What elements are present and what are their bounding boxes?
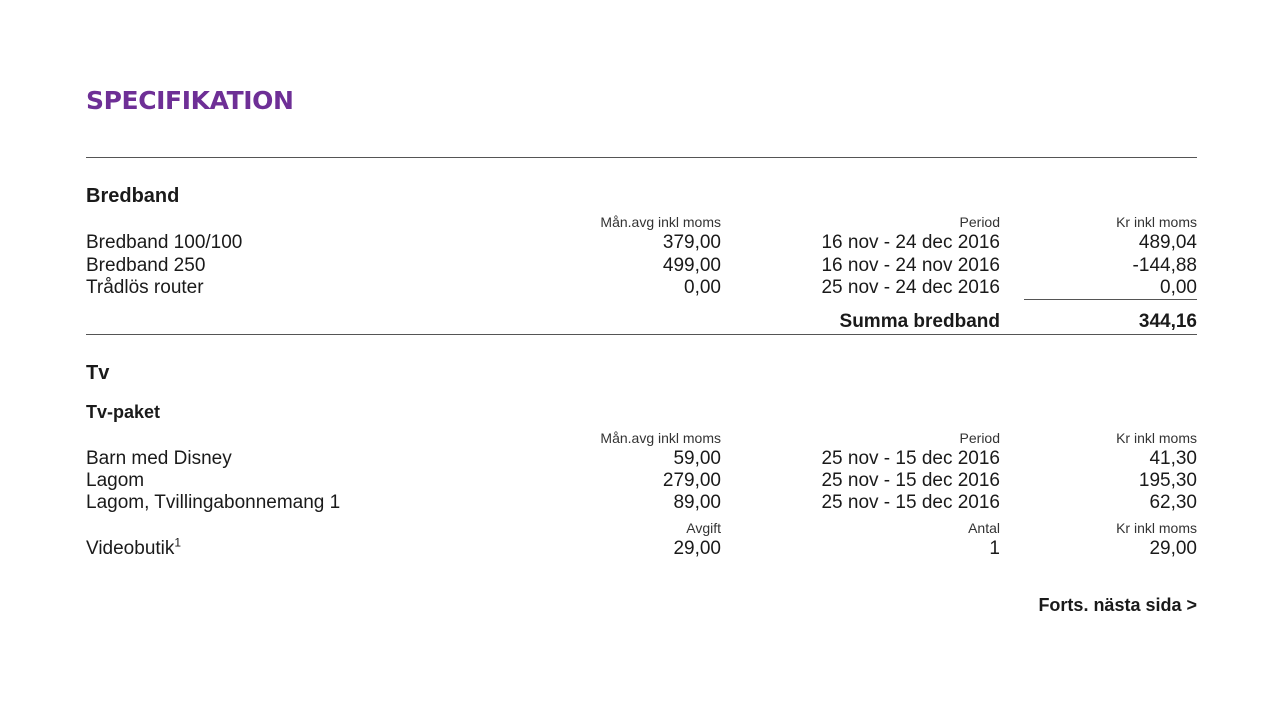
row-amount: -144,88 <box>1132 255 1197 276</box>
tv-heading: Tv <box>86 362 110 384</box>
col-header-period: Period <box>959 214 1000 230</box>
col-header-fee: Avgift <box>686 520 721 536</box>
row-period: 16 nov - 24 dec 2016 <box>821 232 1000 253</box>
row-monthly: 499,00 <box>662 255 721 276</box>
col-header-monthly: Mån.avg inkl moms <box>600 430 721 446</box>
row-amount: 195,30 <box>1138 470 1197 491</box>
row-period: 25 nov - 15 dec 2016 <box>821 492 1000 513</box>
row-period: 25 nov - 15 dec 2016 <box>821 470 1000 491</box>
bredband-heading: Bredband <box>86 185 180 207</box>
row-monthly: 59,00 <box>673 448 721 469</box>
row-name: Bredband 100/100 <box>86 232 243 253</box>
footnote-marker: 1 <box>174 535 182 550</box>
col-header-amount: Kr inkl moms <box>1116 430 1197 446</box>
col-header-period: Period <box>959 430 1000 446</box>
subtotal-divider <box>1024 299 1197 300</box>
col-header-amount: Kr inkl moms <box>1116 214 1197 230</box>
row-period: 25 nov - 24 dec 2016 <box>821 277 1000 298</box>
row-name: Lagom, Tvillingabonnemang 1 <box>86 492 341 513</box>
row-period: 16 nov - 24 nov 2016 <box>821 255 1000 276</box>
continue-next-page: Forts. nästa sida > <box>1038 595 1197 615</box>
row-amount: 62,30 <box>1149 492 1197 513</box>
col-header-amount: Kr inkl moms <box>1116 520 1197 536</box>
row-amount: 0,00 <box>1160 277 1197 298</box>
row-name: Trådlös router <box>86 277 204 298</box>
row-amount: 489,04 <box>1138 232 1197 253</box>
sum-value: 344,16 <box>1138 311 1197 332</box>
row-name <box>86 535 182 560</box>
row-fee: 29,00 <box>673 538 721 559</box>
row-count: 1 <box>989 538 1000 559</box>
row-monthly: 0,00 <box>684 277 721 298</box>
row-period: 25 nov - 15 dec 2016 <box>821 448 1000 469</box>
row-monthly: 379,00 <box>662 232 721 253</box>
row-monthly: 89,00 <box>673 492 721 513</box>
page-title: SPECIFIKATION <box>86 86 294 115</box>
col-header-count: Antal <box>968 520 1000 536</box>
row-name: Barn med Disney <box>86 448 232 469</box>
row-amount: 41,30 <box>1149 448 1197 469</box>
row-monthly: 279,00 <box>662 470 721 491</box>
row-amount: 29,00 <box>1149 538 1197 559</box>
sum-label: Summa bredband <box>839 311 1000 332</box>
tv-paket-heading: Tv-paket <box>86 402 161 422</box>
col-header-monthly: Mån.avg inkl moms <box>600 214 721 230</box>
divider <box>86 157 1197 158</box>
divider <box>86 334 1197 335</box>
row-name: Lagom <box>86 470 145 491</box>
row-name: Bredband 250 <box>86 255 206 276</box>
videobutik-label: Videobutik <box>86 538 175 559</box>
